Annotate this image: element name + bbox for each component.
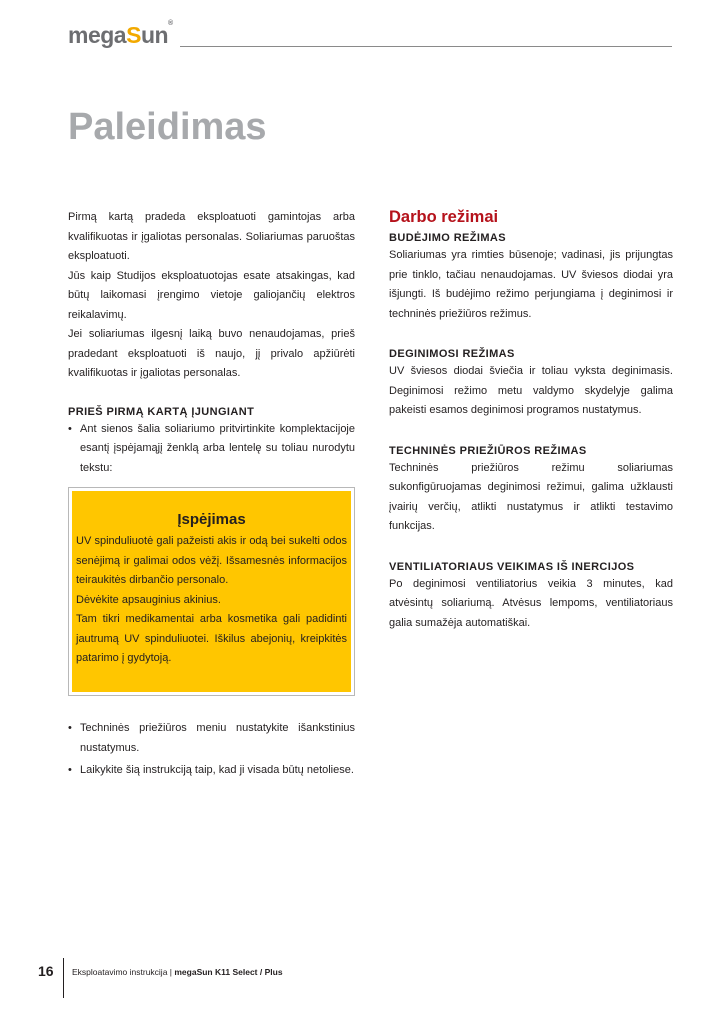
page-title: Paleidimas [68, 106, 267, 148]
warning-frame [68, 487, 355, 696]
warning-text-2: Dėvėkite apsauginius akinius. [76, 593, 221, 606]
footer-doc-label: Eksploatavimo instrukcija | [72, 967, 175, 977]
logo-prefix: mega [68, 22, 127, 48]
intro-paragraph-2: Jūs kaip Studijos eksploatuotojas esate atsakingas, kad būtų laikomasi įrengimo vietoje galiojančių elektros reikalavimų. [68, 269, 355, 321]
bullet-icon: • [68, 764, 72, 776]
mode-text: Po deginimosi ventiliatorius veikia 3 minutes, kad atvėsintų soliariumą. Atvėsus lempoms, ventiliatoriaus galia sumažėja automatiškai. [389, 577, 673, 629]
intro-paragraph-3: Jei soliariumas ilgesnį laiką buvo nenaudojamas, prieš pradedant eksploatuoti iš naujo, jį privalo apžiūrėti kvalifikuotas ir įgaliotas personalas. [68, 328, 355, 379]
mode-text: Soliariumas yra rimties būsenoje; vadinasi, jis prijungtas prie tinklo, tačiau nenaudojamas. UV šviesos diodai yra išjungti. Iš budėjimo režimo perjungiama į deginimosi ir techninės priežiūros režimus. [389, 249, 673, 320]
bullet-icon: • [68, 422, 72, 435]
left-column [68, 208, 355, 478]
list-item-text: Ant sienos šalia soliariumo pritvirtinkite komplektacijoje esantį įspėjamąjį ženklą arba lentelę su toliau nurodytu tekstu: [80, 422, 355, 474]
right-column [389, 206, 673, 633]
logo-s: S [126, 22, 141, 48]
mode-title: BUDĖJIMO REŽIMAS [389, 232, 507, 244]
mode-text: UV šviesos diodai šviečia ir toliau vyksta deginimasis. Deginimosi režimo metu valdymo skydelyje galima pakeisti esamos deginimosi programos nustatymus. [389, 365, 673, 416]
mode-title: VENTILIATORIAUS VEIKIMAS IŠ INERCIJOS [389, 560, 635, 573]
list-item [68, 420, 355, 479]
warning-title: Įspėjimas [177, 511, 246, 528]
footer-product: megaSun K11 Select / Plus [174, 967, 283, 977]
header-rule [180, 46, 672, 47]
warning-text-1: UV spinduliuotė gali pažeisti akis ir odą bei sukelti odos senėjimą ir galimai odos vėžį. Išsamesnės informacijos teiraukitės dirbančio personalo. [76, 535, 347, 586]
brand-logo [68, 22, 173, 49]
after-warning-list [68, 719, 355, 781]
mode-text: Techninės priežiūros režimu soliariumas sukonfigūruojamas deginimosi režimui, galima užklausti įvairių verčių, atlikti nustatymus ir atlikti testavimo funkcijas. [389, 461, 673, 532]
footer-caption [72, 967, 283, 977]
mode-title: TECHNINĖS PRIEŽIŪROS REŽIMAS [389, 444, 587, 457]
registered-mark: ® [168, 20, 173, 27]
list-item-text: Techninės priežiūros meniu nustatykite išankstinius nustatymus. [80, 722, 355, 754]
before-start-list [68, 420, 355, 479]
page-number: 16 [38, 963, 54, 979]
warning-text-3: Tam tikri medikamentai arba kosmetika gali padidinti jautrumą UV spinduliuotei. Iškilus abejonių, kreipkitės patarimo į gydytoją. [76, 613, 347, 664]
logo-suffix: un [140, 22, 169, 48]
footer-divider [63, 958, 64, 998]
list-item [68, 719, 355, 758]
before-first-start-heading: PRIEŠ PIRMĄ KARTĄ ĮJUNGIANT [68, 405, 255, 418]
bullet-icon: • [68, 722, 72, 734]
list-item [68, 761, 355, 781]
mode-title: DEGINIMOSI REŽIMAS [389, 348, 515, 360]
warning-box [72, 491, 351, 692]
operating-modes-heading: Darbo režimai [389, 208, 499, 226]
intro-paragraph-1: Pirmą kartą pradeda eksploatuoti gamintojas arba kvalifikuotas ir įgaliotas personalas. Soliariumas paruoštas eksploatuoti. [68, 211, 355, 262]
list-item-text: Laikykite šią instrukciją taip, kad ji visada būtų netoliese. [80, 764, 354, 776]
